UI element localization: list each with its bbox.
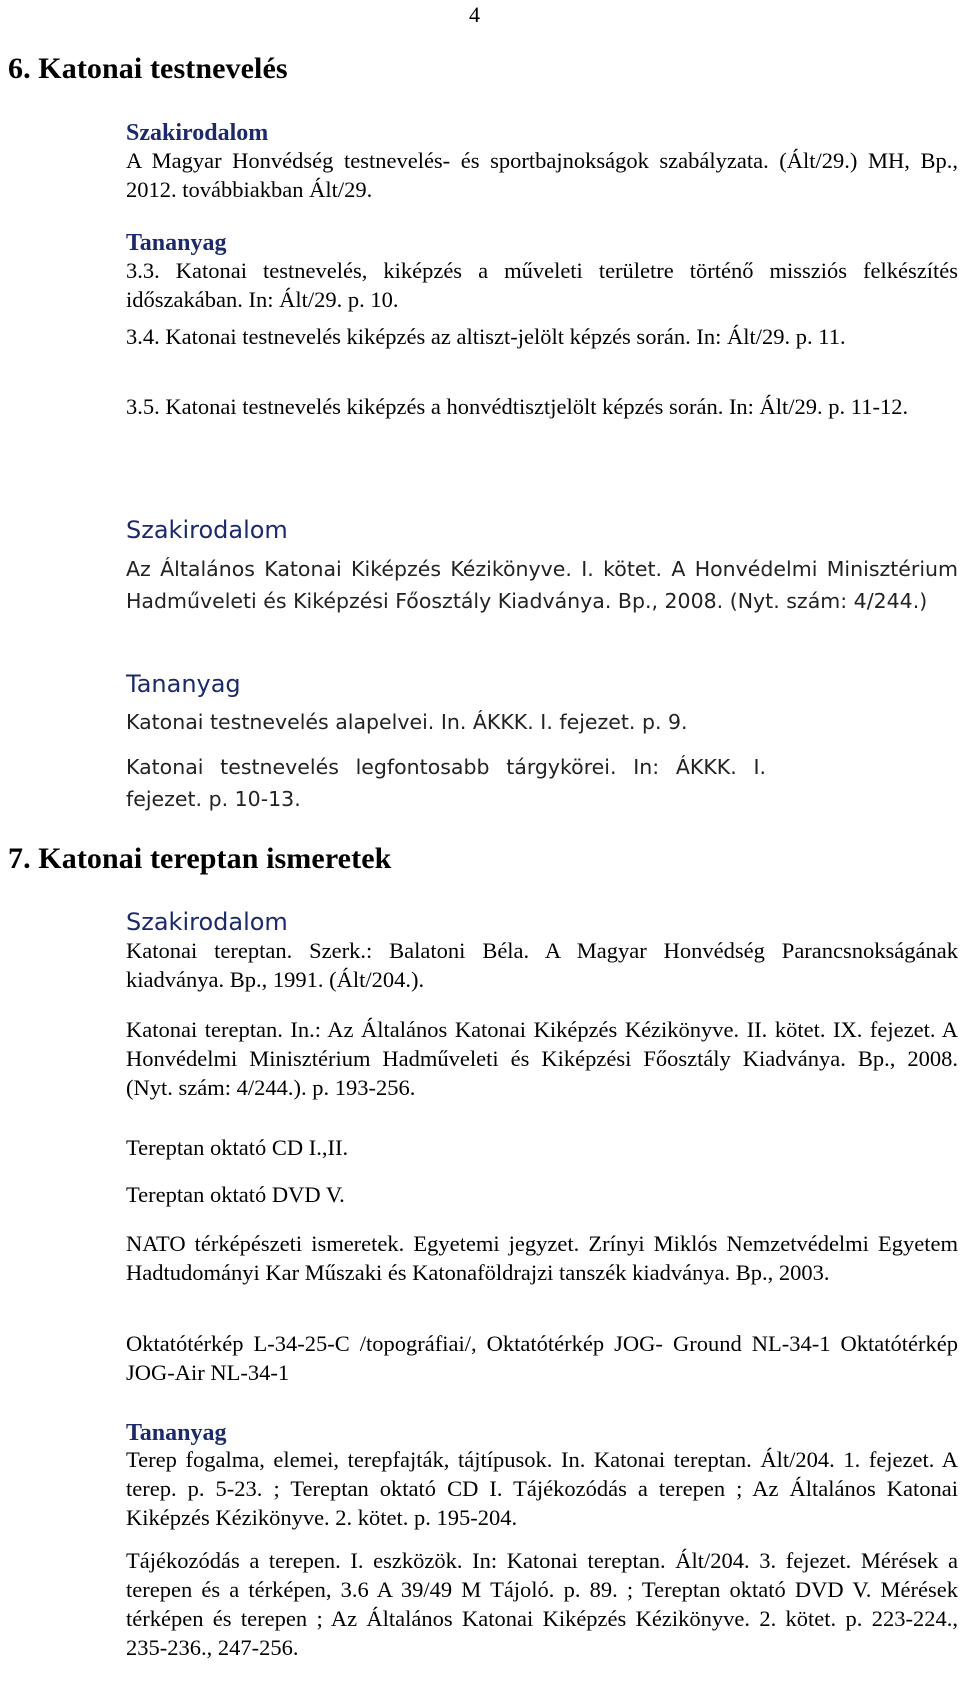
section-7-curriculum-item-2: Tájékozódás a terepen. I. eszközök. In: Katonai tereptan. Ált/204. 3. fejezet. Mérések a terepen és a térképen, 3.6 A 39/49 M Tájoló. p. 89. ; Tereptan oktató DVD V. Mérések térképen és terepen ; Az Általános Katonai Kiképzés Kézikönyve. 2. kötet. p. 223-224., 235-236., 247-256. [126, 1548, 958, 1660]
section-6-literature-text-2: Az Általános Katonai Kiképzés Kézikönyve. I. kötet. A Honvédelmi Minisztérium Hadműveleti és Kiképzési Főosztály Kiadványa. Bp., 2008. (Nyt. szám: 4/244.) [126, 557, 958, 613]
section-7-literature-item-2: Katonai tereptan. In.: Az Általános Katonai Kiképzés Kézikönyve. II. kötet. IX. fejezet. A Honvédelmi Minisztérium Hadműveleti és Kiképzési Főosztály Kiadványa. Bp., 2008. (Nyt. szám: 4/244.). p. 193-256. [126, 1017, 958, 1100]
section-7-curriculum-item-1: Terep fogalma, elemei, terepfajták, tájtípusok. In. Katonai tereptan. Ált/204. 1. fejezet. A terep. p. 5-23. ; Tereptan oktató CD I. Tájékozódás a terepen ; Az Általános Katonai Kiképzés Kézikönyve. 2. kötet. p. 195-204. [126, 1447, 958, 1530]
section-7-literature-item-4: Tereptan oktató DVD V. [126, 1182, 345, 1207]
section-6-curriculum-heading-2: Tananyag [126, 670, 241, 698]
section-7-literature-item-5: NATO térképészeti ismeretek. Egyetemi jegyzet. Zrínyi Miklós Nemzetvédelmi Egyetem Hadtudományi Kar Műszaki és Katonaföldrajzi tanszék kiadványa. Bp., 2003. [126, 1231, 958, 1285]
section-6-curriculum-item-1: 3.3. Katonai testnevelés, kiképzés a műveleti területre történő missziós felkészítés időszakában. In: Ált/29. p. 10. [126, 258, 958, 312]
section-6-literature-text-1: A Magyar Honvédség testnevelés- és sportbajnokságok szabályzata. (Ált/29.) MH, Bp., 2012. továbbiakban Ált/29. [126, 148, 958, 202]
section-6-literature-heading-1: Szakirodalom [126, 120, 269, 146]
section-7-literature-item-1: Katonai tereptan. Szerk.: Balatoni Béla. A Magyar Honvédség Parancsnokságának kiadványa. Bp., 1991. (Ált/204.). [126, 938, 958, 992]
section-7-literature-item-3: Tereptan oktató CD I.,II. [126, 1135, 349, 1160]
section-6-curriculum-heading-1: Tananyag [126, 230, 227, 256]
section-6-literature-heading-2: Szakirodalom [126, 516, 288, 544]
section-7-literature-item-6: Oktatótérkép L-34-25-C /topográfiai/, Oktatótérkép JOG- Ground NL-34-1 Oktatótérkép JOG-Air NL-34-1 [126, 1331, 958, 1385]
section-6-curriculum-item-5: Katonai testnevelés legfontosabb tárgykörei. In: ÁKKK. I. fejezet. p. 10-13. [126, 755, 766, 811]
section-6-curriculum-item-4: Katonai testnevelés alapelvei. In. ÁKKK. I. fejezet. p. 9. [126, 710, 688, 734]
section-7-title: 7. Katonai tereptan ismeretek [8, 842, 392, 875]
section-6-curriculum-item-3: 3.5. Katonai testnevelés kiképzés a honvédtisztjelölt képzés során. In: Ált/29. p. 11-12. [126, 394, 909, 419]
section-6-curriculum-item-2: 3.4. Katonai testnevelés kiképzés az altiszt-jelölt képzés során. In: Ált/29. p. 11. [126, 324, 846, 349]
section-7-literature-heading: Szakirodalom [126, 908, 288, 936]
section-6-title: 6. Katonai testnevelés [8, 52, 288, 85]
page-number: 4 [469, 2, 480, 27]
section-7-curriculum-heading: Tananyag [126, 1420, 227, 1446]
